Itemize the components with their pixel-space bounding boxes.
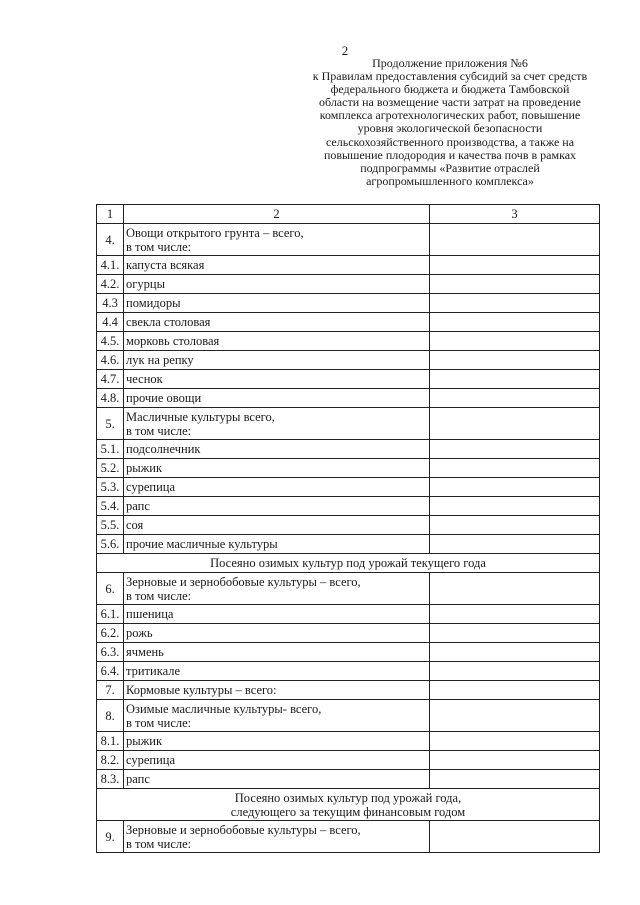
row-number: 6.3. (97, 643, 124, 662)
row-number: 8.3. (97, 770, 124, 789)
row-number: 5.5. (97, 516, 124, 535)
row-label: рожь (124, 624, 430, 643)
row-label-line: Зерновые и зернобобовые культуры – всего, (126, 822, 361, 837)
table-row (97, 662, 600, 681)
row-value (430, 256, 600, 275)
table-row (97, 408, 600, 440)
row-label: рапс (124, 770, 430, 789)
table-row (97, 256, 600, 275)
row-label: рыжик (124, 459, 430, 478)
row-label (124, 821, 430, 853)
row-label: подсолнечник (124, 440, 430, 459)
col-header-2: 2 (124, 205, 430, 224)
row-value (430, 605, 600, 624)
header-line: подпрограммы «Развитие отраслей (360, 160, 540, 175)
row-value (430, 275, 600, 294)
row-number: 5. (97, 408, 124, 440)
row-label: свекла столовая (124, 313, 430, 332)
row-label: ячмень (124, 643, 430, 662)
row-value (430, 700, 600, 732)
section-heading-line: Посеяно озимых культур под урожай года, (234, 790, 462, 805)
table-row (97, 389, 600, 408)
row-number: 5.2. (97, 459, 124, 478)
header-line: агропромышленного комплекса» (366, 173, 534, 188)
table-row (97, 624, 600, 643)
table-row (97, 700, 600, 732)
header-line: Продолжение приложения №6 (372, 56, 528, 70)
table-row (97, 459, 600, 478)
row-value (430, 497, 600, 516)
row-value (430, 370, 600, 389)
header-line: повышение плодородия и качества почв в рамках (323, 147, 577, 162)
row-label: прочие овощи (124, 389, 430, 408)
row-label (124, 700, 430, 732)
col-header-3: 3 (430, 205, 600, 224)
row-value (430, 535, 600, 554)
page-number: 2 (341, 43, 349, 58)
row-number: 4.1. (97, 256, 124, 275)
row-number: 6. (97, 573, 124, 605)
row-number: 6.4. (97, 662, 124, 681)
table-row (97, 789, 600, 821)
table-row (97, 294, 600, 313)
table-row (97, 573, 600, 605)
row-label (124, 224, 430, 256)
row-value (430, 408, 600, 440)
row-label (124, 408, 430, 440)
row-value (430, 313, 600, 332)
row-label-line: в том числе: (126, 588, 192, 603)
row-value (430, 643, 600, 662)
row-value (430, 751, 600, 770)
row-value (430, 516, 600, 535)
table-row (97, 275, 600, 294)
row-label: лук на репку (124, 351, 430, 370)
row-label: сурепица (124, 751, 430, 770)
table-row (97, 535, 600, 554)
row-number: 5.1. (97, 440, 124, 459)
row-number: 9. (97, 821, 124, 853)
col-header-1: 1 (97, 205, 124, 224)
table-row (97, 478, 600, 497)
table-row (97, 770, 600, 789)
row-number: 8. (97, 700, 124, 732)
row-label (124, 573, 430, 605)
row-label-line: в том числе: (126, 715, 192, 730)
table-row (97, 370, 600, 389)
row-label: сурепица (124, 478, 430, 497)
table-row (97, 554, 600, 573)
table-row (97, 313, 600, 332)
row-label-line: Масличные культуры всего, (126, 409, 275, 424)
header-line: уровня экологической безопасности (357, 121, 543, 136)
row-value (430, 224, 600, 256)
row-value (430, 662, 600, 681)
row-number: 4.5. (97, 332, 124, 351)
row-value (430, 440, 600, 459)
section-heading-line: Посеяно озимых культур под урожай текущего года (210, 556, 486, 570)
row-label: Кормовые культуры – всего: (124, 681, 430, 700)
row-label: соя (124, 516, 430, 535)
table-header-row (97, 205, 600, 224)
row-value (430, 332, 600, 351)
row-value (430, 821, 600, 853)
row-label: прочие масличные культуры (124, 535, 430, 554)
row-number: 4. (97, 224, 124, 256)
row-number: 4.3 (97, 294, 124, 313)
table-row (97, 224, 600, 256)
row-value (430, 681, 600, 700)
row-label: рыжик (124, 732, 430, 751)
appendix-header (258, 57, 640, 188)
crops-table (96, 204, 600, 853)
table-row (97, 643, 600, 662)
row-number: 7. (97, 681, 124, 700)
header-line: федерального бюджета и бюджета Тамбовской (330, 82, 570, 97)
header-line: к Правилам предоставления субсидий за счет средств (312, 69, 588, 84)
row-label: помидоры (124, 294, 430, 313)
table-row (97, 821, 600, 853)
row-label: тритикале (124, 662, 430, 681)
section-heading (97, 789, 600, 821)
table-row (97, 497, 600, 516)
row-value (430, 624, 600, 643)
row-label-line: в том числе: (126, 836, 192, 851)
table-row (97, 732, 600, 751)
table-row (97, 351, 600, 370)
row-number: 5.4. (97, 497, 124, 516)
row-value (430, 459, 600, 478)
row-label-line: Зерновые и зернобобовые культуры – всего, (126, 574, 361, 589)
header-line: комплекса агротехнологических работ, повышение (319, 108, 581, 123)
row-value (430, 478, 600, 497)
header-line: сельскохозяйственного производства, а также на (325, 134, 575, 149)
table-row (97, 516, 600, 535)
row-number: 4.2. (97, 275, 124, 294)
row-number: 8.1. (97, 732, 124, 751)
row-label-line: Овощи открытого грунта – всего, (126, 225, 304, 240)
row-number: 5.6. (97, 535, 124, 554)
row-number: 6.1. (97, 605, 124, 624)
row-label: чеснок (124, 370, 430, 389)
row-label: капуста всякая (124, 256, 430, 275)
row-number: 4.8. (97, 389, 124, 408)
row-number: 4.4 (97, 313, 124, 332)
section-heading (97, 554, 600, 573)
table-row (97, 751, 600, 770)
row-value (430, 389, 600, 408)
table-row (97, 440, 600, 459)
section-heading-line: следующего за текущим финансовым годом (230, 804, 466, 819)
row-label: пшеница (124, 605, 430, 624)
row-number: 5.3. (97, 478, 124, 497)
table-row (97, 605, 600, 624)
row-label-line: в том числе: (126, 239, 192, 254)
header-line: области на возмещение части затрат на проведение (319, 95, 581, 110)
row-label: огурцы (124, 275, 430, 294)
row-label-line: Озимые масличные культуры- всего, (126, 701, 322, 716)
row-value (430, 770, 600, 789)
row-value (430, 573, 600, 605)
row-number: 4.7. (97, 370, 124, 389)
row-label: рапс (124, 497, 430, 516)
table-row (97, 332, 600, 351)
row-value (430, 351, 600, 370)
row-number: 4.6. (97, 351, 124, 370)
row-number: 6.2. (97, 624, 124, 643)
row-label-line: в том числе: (126, 423, 192, 438)
row-value (430, 732, 600, 751)
table-row (97, 681, 600, 700)
row-label: морковь столовая (124, 332, 430, 351)
row-number: 8.2. (97, 751, 124, 770)
row-value (430, 294, 600, 313)
